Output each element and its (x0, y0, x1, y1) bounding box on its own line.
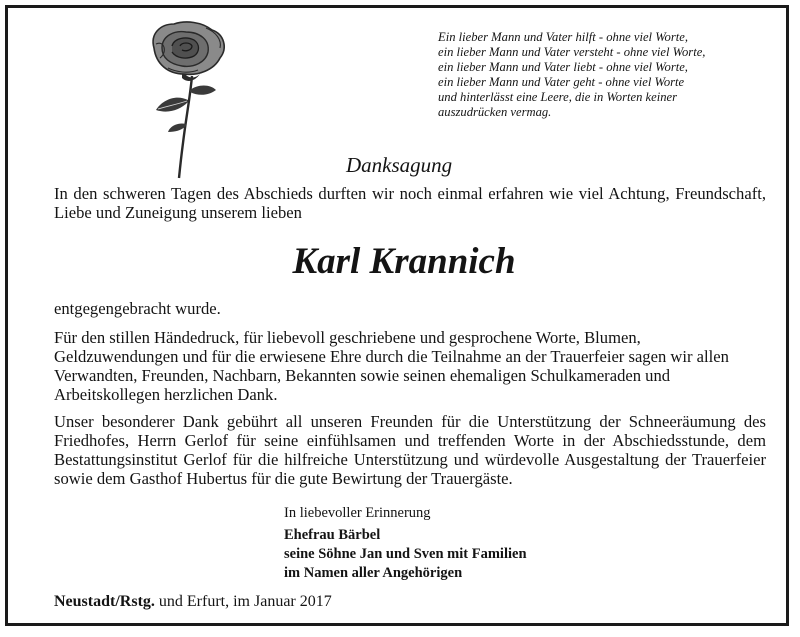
poem-line: ein lieber Mann und Vater versteht - ohne viel Worte, (438, 45, 706, 59)
poem-line: und hinterlässt eine Leere, die in Worten keiner (438, 90, 678, 104)
poem-line: Ein lieber Mann und Vater hilft - ohne viel Worte, (438, 30, 688, 44)
signature-intro: In liebevoller Erinnerung (284, 505, 431, 521)
signature-line: im Namen aller Angehörigen (284, 565, 463, 581)
special-thanks-paragraph: Unser besonderer Dank gebührt all unseren Freunden für die Unterstützung der Schneeräumung des Friedhofes, Herrn Gerlof für seine einfühlsamen und treffenden Worte in der Abschiedsstunde, dem Bestattungsinstitut Gerlof für die hilfreiche Unterstützung und würdevolle Ausgestaltung der Trauerfeier sowie dem Gasthof Hubertus für die gute Bewirtung der Trauergäste. (54, 412, 766, 488)
intro-text: In den schweren Tagen des Abschieds durften wir noch einmal erfahren wie viel Achtung, Freundschaft, Liebe und Zuneigung unserem lieben (54, 184, 766, 222)
date-line: und Erfurt, im Januar 2017 (158, 593, 332, 610)
place-date (54, 593, 332, 611)
thanks-paragraph: Für den stillen Händedruck, für liebevoll geschriebene und gesprochene Worte, Blumen, Geldzuwendungen und für die erwiesene Ehre durch die Teilnahme an der Trauerfeier sagen wir allen Verwandten, Freunden, Nachbarn, Bekannten sowie seinen ehemaligen Schulkameraden und Arbeitskollegen herzlichen Dank. (54, 328, 729, 404)
place: Neustadt/Rstg. (54, 593, 155, 610)
poem-line: auszudrücken vermag. (438, 105, 552, 119)
heading: Danksagung (346, 153, 453, 177)
after-name-text: entgegengebracht wurde. (54, 299, 221, 318)
poem-line: ein lieber Mann und Vater liebt - ohne viel Worte, (438, 60, 688, 74)
poem-line: ein lieber Mann und Vater geht - ohne viel Worte (438, 75, 685, 89)
signature-line: seine Söhne Jan und Sven mit Familien (284, 546, 527, 562)
rose-icon (146, 18, 246, 180)
poem (438, 30, 783, 120)
signature-block (284, 504, 527, 583)
notice-frame (5, 5, 789, 626)
deceased-name: Karl Krannich (292, 241, 516, 282)
signature-line: Ehefrau Bärbel (284, 527, 381, 543)
